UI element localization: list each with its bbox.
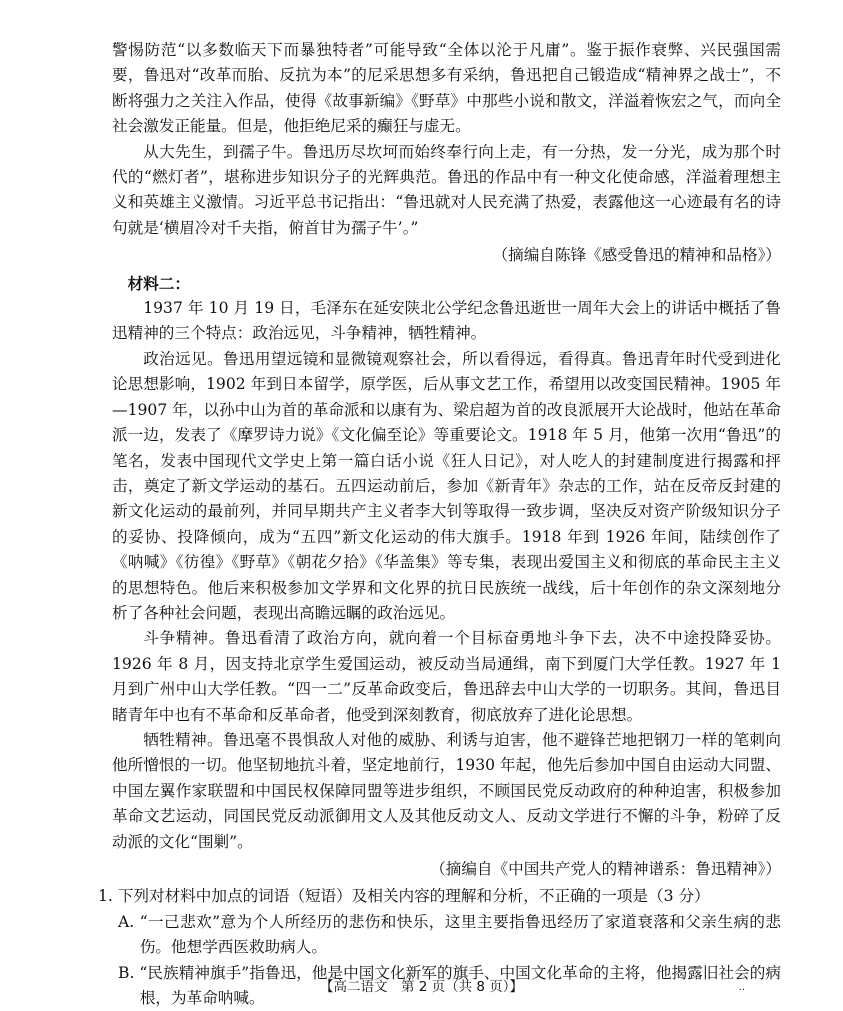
material-two-heading: 材料二： [127, 273, 190, 293]
corner-mark: ·· [738, 985, 745, 996]
question-1-option-a: A. “一己悲欢”意为个人所经历的悲伤和快乐，这里主要指鲁迅经历了家道衰落和父亲生病的悲伤。他想学西医救助病人。 [118, 912, 781, 957]
paragraph-3: 1937 年 10 月 19 日，毛泽东在延安陕北公学纪念鲁迅逝世一周年大会上的讲话中概括了鲁迅精神的三个特点：政治远见，斗争精神，牺牲精神。 [112, 299, 781, 343]
paragraph-5: 斗争精神。鲁迅看清了政治方向，就向着一个目标奋勇地斗争下去，决不中途投降妥协。1926 年 8 月，因支持北京学生爱国运动，被反动当局通缉，南下到厦门大学任教。1927 年 1 月到广州中山大学任教。“四一二”反革命政变后，鲁迅辞去中山大学的一切职务。其间，鲁迅目睹青年中也有不革命和反革命者，他受到深刻教育，彻底放弃了进化论思想。 [112, 629, 781, 724]
question-1-option-b: B. “民族精神旗手”指鲁迅，他是中国文化新军的旗手、中国文化革命的主将，他揭露旧社会的病根，为革命呐喊。 [118, 963, 781, 1008]
source-citation-1: （摘编自陈锋《感受鲁迅的精神和品格》） [492, 246, 781, 265]
source-citation-2: （摘编自《中国共产党人的精神谱系：鲁迅精神》） [430, 860, 781, 878]
paragraph-1: 警惕防范“以多数临天下而暴独特者”可能导致“全体以沦于凡庸”。鉴于振作衰弊、兴民强国需要，鲁迅对“改革而胎、反抗为本”的尼采思想多有采纳，鲁迅把自己锻造成“精神界之战士”，不断将强力之关注入作品，使得《故事新编》《野草》中那些小说和散文，洋溢着恢宏之气，而向全社会激发正能量。但是，他拒绝尼采的癫狂与虚无。 [112, 41, 781, 136]
page-footer: 【高二语文 第 2 页（共 8 页）】 [319, 979, 524, 995]
question-1-stem: 1. 下列对材料中加点的词语（短语）及相关内容的理解和分析，不正确的一项是（3 分） [98, 887, 710, 906]
paragraph-6: 牺牲精神。鲁迅毫不畏惧敌人对他的威胁、利诱与迫害，他不避锋芒地把钢刀一样的笔刺向他所憎恨的一切。他坚韧地抗斗着，坚定地前行，1930 年起，他先后参加中国自由运动大同盟、中国左翼作家联盟和中国民权保障同盟等进步组织，不顾国民党反动政府的种种迫害，积极参加革命文艺运动，同国民党反动派御用文人及其他反动文人、反动文学进行不懈的斗争，粉碎了反动派的文化“围剿”。 [112, 730, 781, 851]
paragraph-4: 政治远见。鲁迅用望远镜和显微镜观察社会，所以看得远，看得真。鲁迅青年时代受到进化论思想影响，1902 年到日本留学，原学医，后从事文艺工作，希望用以改变国民精神。1905 年—1907 年，以孙中山为首的革命派和以康有为、梁启超为首的改良派展开大论战时，他站在革命派一边，发表了《摩罗诗力说》《文化偏至论》等重要论文。1918 年 5 月，他第一次用“鲁迅”的笔名，发表中国现代文学史上第一篇白话小说《狂人日记》，对人吃人的封建制度进行揭露和抨击，奠定了新文学运动的基石。五四运动前后，参加《新青年》杂志的工作，站在反帝反封建的新文化运动的最前列，并同早期共产主义者李大钊等取得一致步调，坚决反对资产阶级知识分子的妥协、投降倾向，成为“五四”新文化运动的伟大旗手。1918 年到 1926 年间，陆续创作了《呐喊》《彷徨》《野草》《朝花夕拾》《华盖集》等专集，表现出爱国主义和彻底的革命民主主义的思想特色。他后来积极参加文学界和文化界的抗日民族统一战线，后十年创作的杂文深刻地分析了各种社会问题，表现出高瞻远瞩的政治远见。 [112, 349, 781, 622]
paragraph-2: 从大先生，到孺子牛。鲁迅历尽坎坷而始终奉行向上走，有一分热，发一分光，成为那个时代的“燃灯者”，堪称进步知识分子的光辉典范。鲁迅的作品中有一种文化使命感，洋溢着理想主义和英雄主义激情。习近平总书记指出：“鲁迅就对人民充满了热爱，表露他这一心迹最有名的诗句就是‘横眉冷对千夫指，俯首甘为孺子牛’。” [112, 142, 781, 237]
